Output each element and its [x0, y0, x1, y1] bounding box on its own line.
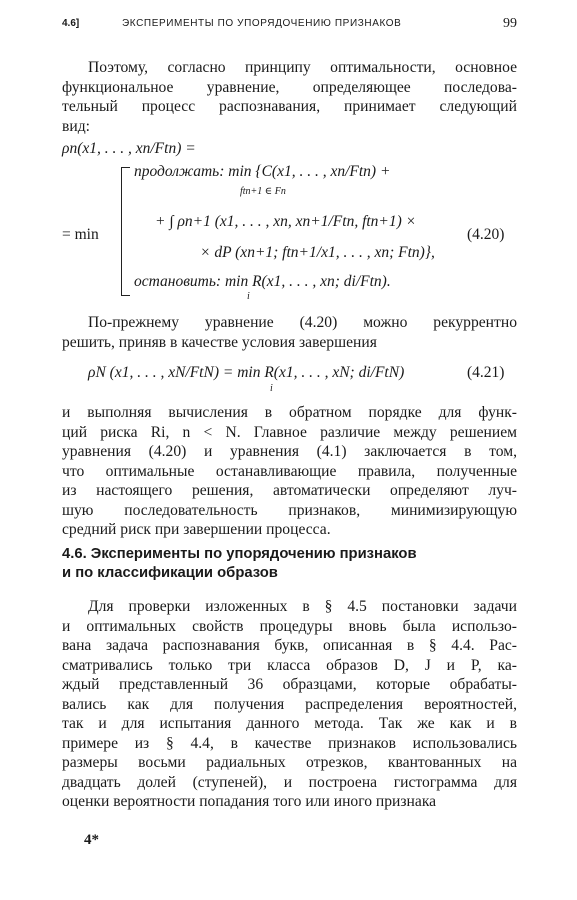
text-line: оценки вероятности попадания того или иного признака	[62, 793, 437, 810]
text-line: решить, приняв в качестве условия завершения	[62, 333, 377, 351]
equation-min-operator: = min	[62, 226, 99, 243]
text-line: Для проверки изложенных в § 4.5 постановки задачи	[88, 598, 517, 615]
equation-stop-subscript: i	[247, 291, 250, 302]
text-line: размеры восьми радиальных отрезков, квантованных на	[62, 754, 517, 771]
equation-number-4-21: (4.21)	[467, 364, 505, 381]
text-line: вана задача распознавания букв, описанная в § 4.4. Рас-	[62, 637, 517, 654]
text-line: тельный процесс распознавания, принимает следующий	[62, 98, 517, 115]
equation-4-21-expression: ρN (x1, . . . , xN/FtN) = min R(x1, . . . , xN; di/FtN)	[88, 364, 405, 381]
equation-line-measure: × dP (xn+1; ftn+1/x1, . . . , xn; Ftn)},	[200, 244, 435, 261]
equation-line-continue: продолжать: min {C(x1, . . . , xn/Ftn) +	[134, 163, 391, 180]
equation-line-stop: остановить: min R(x1, . . . , xn; di/Ftn).	[134, 273, 391, 290]
paragraph-difference	[62, 403, 517, 540]
text-line: примере из § 4.4, в качестве признаков использовались	[62, 734, 517, 752]
text-line: что оптимальные останавливающие правила, полученные	[62, 462, 517, 480]
paragraph-experiment	[62, 597, 517, 812]
text-line: Поэтому, согласно принципу оптимальности, основное	[88, 59, 517, 76]
paragraph-intro	[62, 58, 517, 136]
equation-line-integral: + ∫ ρn+1 (x1, . . . , xn, xn+1/Ftn, ftn+1) ×	[155, 213, 417, 230]
page-number: 99	[503, 16, 517, 31]
text-line: и выполняя вычисления в обратном порядке для функ-	[62, 404, 517, 421]
text-line: сматривались только три класса образов D, J и P, ка-	[62, 656, 517, 674]
running-header	[62, 18, 517, 34]
header-title: ЭКСПЕРИМЕНТЫ ПО УПОРЯДОЧЕНИЮ ПРИЗНАКОВ	[122, 18, 402, 29]
signature-mark: 4*	[84, 832, 99, 848]
text-line: уравнения (4.20) и уравнения (4.1) заключается в том,	[62, 443, 517, 460]
text-line: шую последовательность признаков, минимизирующую	[62, 501, 517, 519]
text-line: средний риск при завершении процесса.	[62, 521, 331, 538]
section-heading-line: 4.6. Эксперименты по упорядочению признаков	[62, 546, 417, 562]
equation-lhs: ρn(x1, . . . , xn/Ftn) =	[62, 140, 196, 157]
text-line: двадцать долей (ступеней), и построена гистограмма для	[62, 773, 517, 791]
section-heading-line: и по классификации образов	[62, 565, 278, 581]
text-line: из настоящего решения, автоматически определяют луч-	[62, 482, 517, 499]
header-section-number: 4.6]	[62, 18, 80, 29]
text-line: вид:	[62, 117, 90, 135]
equation-min-subscript: ftn+1 ∈ Fn	[240, 186, 286, 197]
text-line: функциональное уравнение, определяющее последова-	[62, 78, 517, 96]
paragraph-recurrence	[62, 313, 517, 352]
text-line: и оптимальных свойств процедуры вновь была использо-	[62, 617, 517, 635]
text-line: так и для испытания данного метода. Так же как и в	[62, 715, 517, 732]
equation-number-4-20: (4.20)	[467, 226, 505, 243]
equation-4-21-subscript: i	[270, 383, 273, 394]
text-line: ций риска Ri, n < N. Главное различие между решением	[62, 423, 517, 441]
text-line: вались как для получения распределения вероятностей,	[62, 695, 517, 713]
section-heading	[62, 545, 417, 583]
text-line: ждый представленный 36 образцами, которые обрабаты-	[62, 676, 517, 693]
left-brace	[121, 167, 130, 296]
text-line: По-прежнему уравнение (4.20) можно рекуррентно	[88, 314, 517, 331]
